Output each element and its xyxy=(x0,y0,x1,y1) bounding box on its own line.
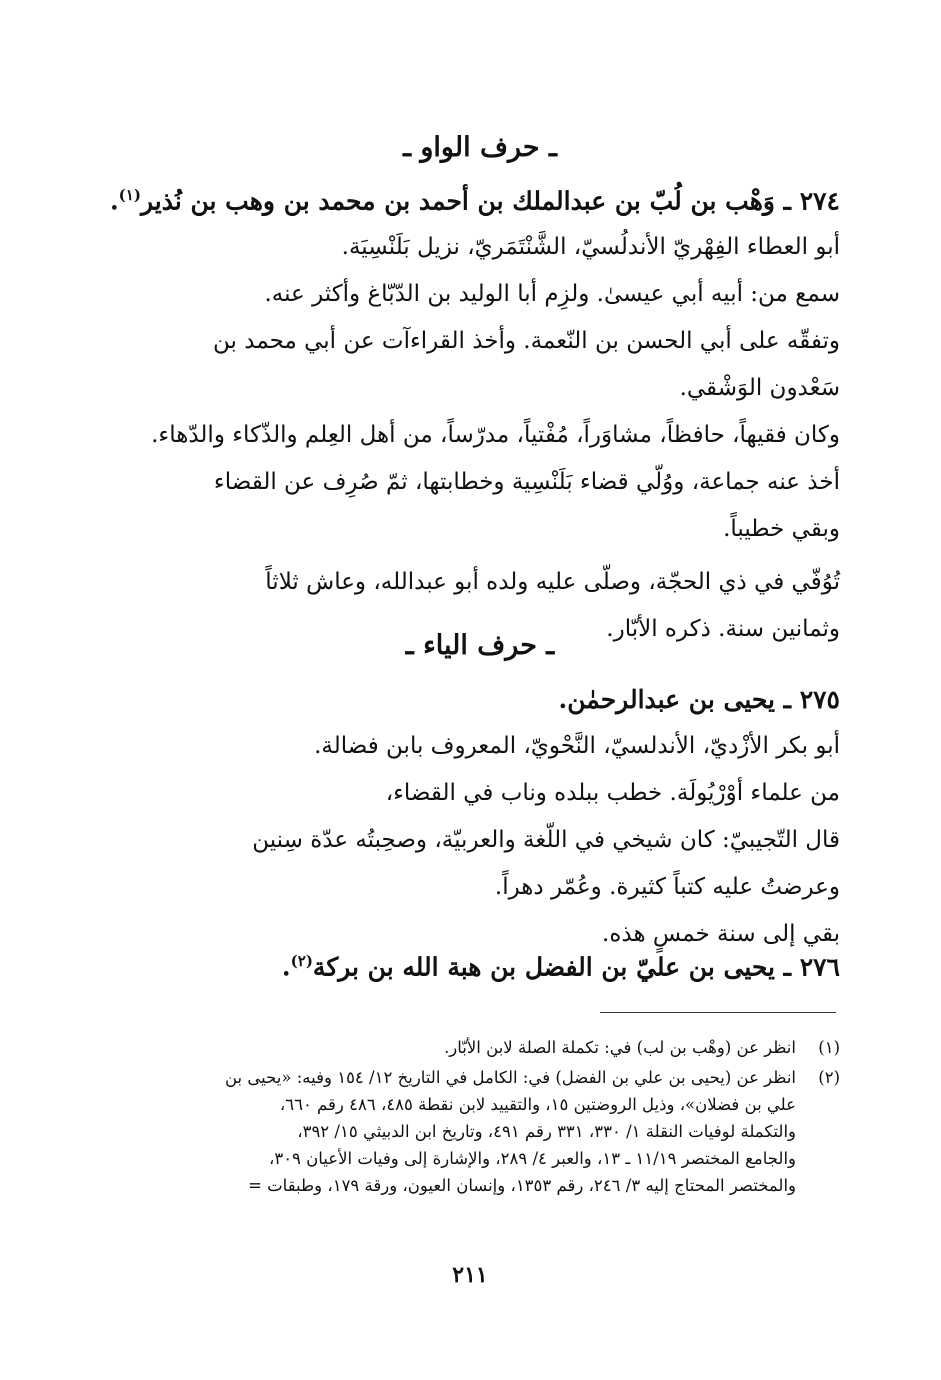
entry-274-line: وثمانين سنة. ذكره الأبّار. xyxy=(606,616,840,643)
footnotes xyxy=(120,1034,840,1199)
footnote-number: (٢) xyxy=(818,1068,840,1087)
entry-274-title-end: . xyxy=(109,186,119,216)
entry-275-line: قال التّجيبيّ: كان شيخي في اللّغة والعربيّة، وصحِبتُه عدّة سِنين xyxy=(252,827,840,853)
footnote-1 xyxy=(120,1034,840,1061)
page-number: ٢١١ xyxy=(452,1262,488,1288)
footnote-line: انظر عن (وهْب بن لب) في: تكملة الصلة لابن الأبّار. xyxy=(444,1038,796,1057)
section-heading-yaa: ـ حرف الياء ـ xyxy=(405,630,555,661)
entry-275-line: أبو بكر الأزْديّ، الأندلسيّ، النَّحْويّ، المعروف بابن فضالة. xyxy=(314,733,840,759)
entry-274-line: سَعْدون الوَشْقي. xyxy=(679,375,840,402)
footnote-body xyxy=(120,1064,796,1199)
footnote-line: والمختصر المحتاج إليه ٣/ ٢٤٦، رقم ١٣٥٣، وإنسان العيون، ورقة ١٧٩، وطبقات = xyxy=(248,1176,796,1195)
footnote-ref-2[interactable]: (٢) xyxy=(290,952,313,970)
entry-275-line: بقي إلى سنة خمسٍ هذه. xyxy=(602,921,840,947)
section-heading-waw: ـ حرف الواو ـ xyxy=(403,132,557,163)
entry-276-title-text: ٢٧٦ ـ يحيى بن عليّ بن الفضل بن هبة الله بن بركة xyxy=(312,952,840,982)
footnote-line: انظر عن (يحيى بن علي بن الفضل) في: الكامل في التاريخ ١٢/ ١٥٤ وفيه: «يحيى بن xyxy=(225,1068,796,1087)
entry-275-title: ٢٧٥ ـ يحيى بن عبدالرحمٰن. xyxy=(558,685,840,714)
entry-275 xyxy=(120,676,840,958)
entry-274-title-text: ٢٧٤ ـ وَهْب بن لُبّ بن عبدالملك بن أحمد بن محمد بن وهب بن نُذير xyxy=(140,186,840,216)
footnote-body xyxy=(120,1034,796,1061)
entry-274-line: سمع من: أبيه أبي عيسىٰ. ولزِم أبا الوليد بن الدّبّاغ وأكثر عنه. xyxy=(264,281,840,308)
footnote-2 xyxy=(120,1064,840,1199)
entry-275-line: من علماء أوْرْيُولَة. خطب ببلده وناب في القضاء، xyxy=(385,780,840,806)
footnote-number: (١) xyxy=(818,1038,840,1057)
entry-275-line: وعرضتُ عليه كتباً كثيرة. وعُمّر دهراً. xyxy=(494,874,840,900)
entry-274-line: وكان فقيهاً، حافظاً، مشاوَراً، مُفْتياً، مدرّساً، من أهل العِلم والذّكاء والدّهاء. xyxy=(151,422,840,449)
entry-274-line: وتفقّه على أبي الحسن بن النّعمة. وأخذ القراءآت عن أبي محمد بن xyxy=(213,328,840,355)
entry-274 xyxy=(109,172,840,653)
entry-274-line: أبو العطاء الفِهْريّ الأندلُسيّ، الشَّنْتَمَريّ، نزيل بَلَنْسِيَة. xyxy=(341,234,840,261)
footnote-line: علي بن فضلان»، وذيل الروضتين ١٥، والتقييد لابن نقطة ٤٨٥، ٤٨٦ رقم ٦٦٠، xyxy=(279,1095,796,1114)
footnote-ref-1[interactable]: (١) xyxy=(118,186,141,204)
entry-276 xyxy=(120,938,840,990)
footnote-separator xyxy=(600,1012,836,1013)
entry-274-line: تُوُفّي في ذي الحجّة، وصلّى عليه ولده أبو عبدالله، وعاش ثلاثاً xyxy=(265,569,840,596)
entry-274-line: أخذ عنه جماعة، ووُلّي قضاء بَلَنْسِية وخطابتها، ثمّ صُرِف عن القضاء xyxy=(213,469,840,496)
entry-274-title xyxy=(109,172,840,224)
entry-274-line: وبقي خطيباً. xyxy=(723,516,840,543)
entry-276-title-end: . xyxy=(281,952,291,982)
entry-276-title xyxy=(120,938,840,990)
footnote-line: والجامع المختصر ١١/١٩ ـ ١٣، والعبر ٤/ ٢٨٩، والإشارة إلى وفيات الأعيان ٣٠٩، xyxy=(269,1149,796,1168)
footnote-line: والتكملة لوفيات النقلة ١/ ٣٣٠، ٣٣١ رقم ٤٩١، وتاريخ ابن الدبيثي ١٥/ ٣٩٢، xyxy=(297,1122,796,1141)
